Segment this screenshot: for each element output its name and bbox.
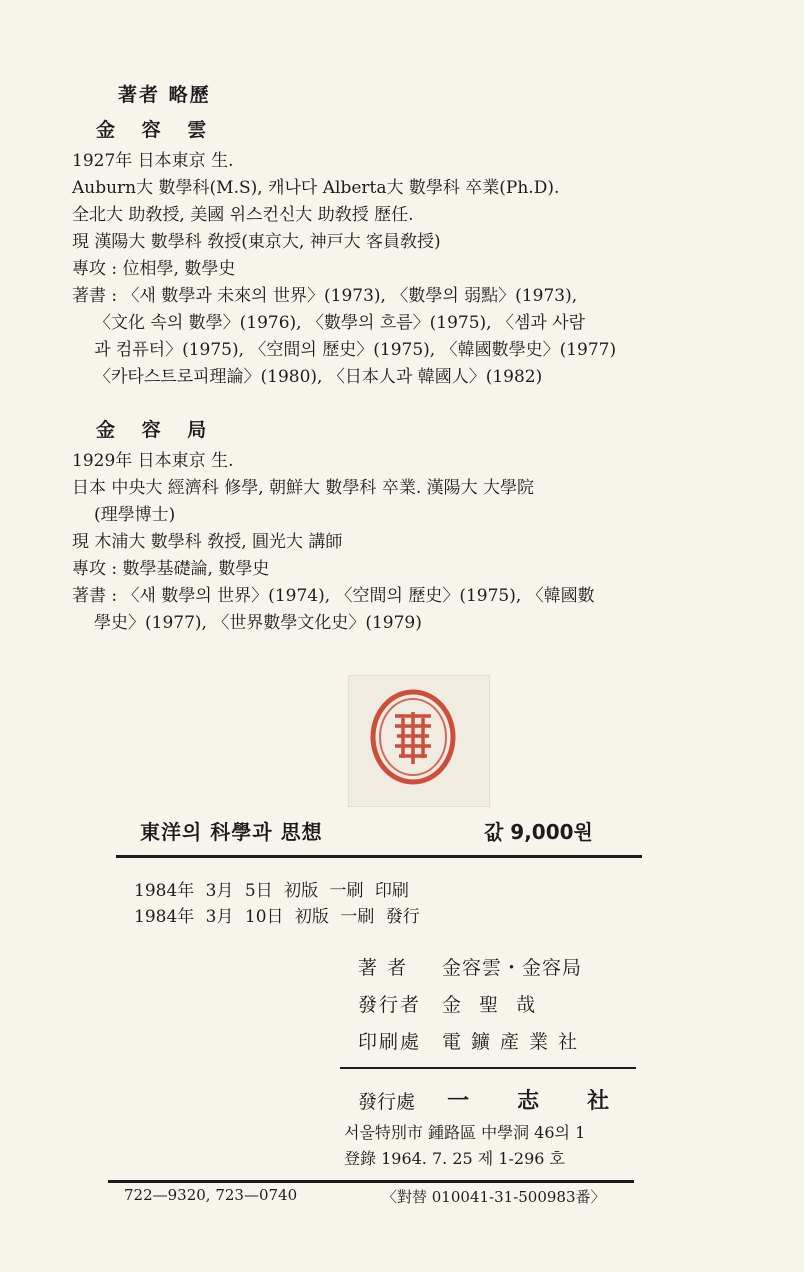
section-title: 著者 略歷: [118, 84, 211, 106]
credit-value: 金 聖 哉: [442, 994, 542, 1016]
bio-line: Auburn大 數學科(M.S), 캐나다 Alberta大 數學科 卒業(Ph.D).: [72, 178, 560, 198]
credit-value: 金容雲・金容局: [442, 957, 583, 979]
divider: [108, 1180, 634, 1183]
bio-line: 現 漢陽大 數學科 敎授(東京大, 神戸大 客員敎授): [72, 232, 441, 252]
bio-line: 著書 : 〈새 數學의 世界〉(1974), 〈空間의 歷史〉(1975), 〈韓國數: [72, 586, 595, 606]
phone-numbers: 722—9320, 723—0740: [124, 1186, 298, 1204]
credit-printer: [358, 1027, 587, 1054]
credit-label: 印刷處: [358, 1031, 422, 1053]
divider: [340, 1067, 636, 1069]
bio-line: 全北大 助敎授, 美國 위스컨신大 助敎授 歷任.: [72, 205, 414, 225]
divider: [116, 855, 642, 858]
bio-line: 1927年 日本東京 生.: [72, 151, 234, 171]
bio-line: 1929年 日本東京 生.: [72, 451, 234, 471]
bio-line: 學史〉(1977), 〈世界數學文化史〉(1979): [94, 613, 422, 633]
bio-line: 〈카타스트로피理論〉(1980), 〈日本人과 韓國人〉(1982): [94, 367, 543, 387]
bio-line: 專攻 : 位相學, 數學史: [72, 259, 236, 279]
credit-author: [358, 953, 582, 980]
print-date: 1984年 3月 5日 初版 一刷 印刷: [134, 881, 409, 901]
publisher-row: [358, 1084, 657, 1115]
bio-line: 著書 : 〈새 數學과 未來의 世界〉(1973), 〈數學의 弱點〉(1973),: [72, 286, 578, 306]
bio-line: 日本 中央大 經濟科 修學, 朝鮮大 數學科 卒業. 漢陽大 大學院: [72, 478, 535, 498]
transfer-account: 〈對替 010041-31-500983番〉: [382, 1188, 606, 1206]
credit-value: 電鑛產業社: [442, 1031, 588, 1053]
publisher-name: 一志社: [447, 1089, 658, 1114]
author-name: 金 容 雲: [96, 119, 217, 141]
publisher-label: 發行處: [358, 1091, 416, 1113]
publish-date: 1984年 3月 10日 初版 一刷 發行: [134, 907, 420, 927]
address: 서울特別市 鍾路區 中學洞 46의 1: [344, 1123, 586, 1142]
bio-line: 現 木浦大 數學科 敎授, 圓光大 講師: [72, 532, 343, 552]
author-name: 金 容 局: [96, 419, 217, 441]
bio-line: 專攻 : 數學基礎論, 數學史: [72, 559, 270, 579]
credit-label: 著 者: [358, 957, 409, 979]
bio-line: (理學博士): [94, 505, 176, 525]
book-title: 東洋의 科學과 思想: [140, 820, 323, 844]
credit-publisher: [358, 990, 541, 1017]
registration: 登錄 1964. 7. 25 제 1-296 호: [344, 1149, 565, 1168]
bio-line: 〈文化 속의 數學〉(1976), 〈數學의 흐름〉(1975), 〈셈과 사람: [94, 313, 586, 333]
bio-line: 과 컴퓨터〉(1975), 〈空間의 歷史〉(1975), 〈韓國數學史〉(1977): [94, 340, 617, 360]
price: 값 9,000원: [484, 820, 593, 844]
credit-label: 發行者: [358, 994, 422, 1016]
